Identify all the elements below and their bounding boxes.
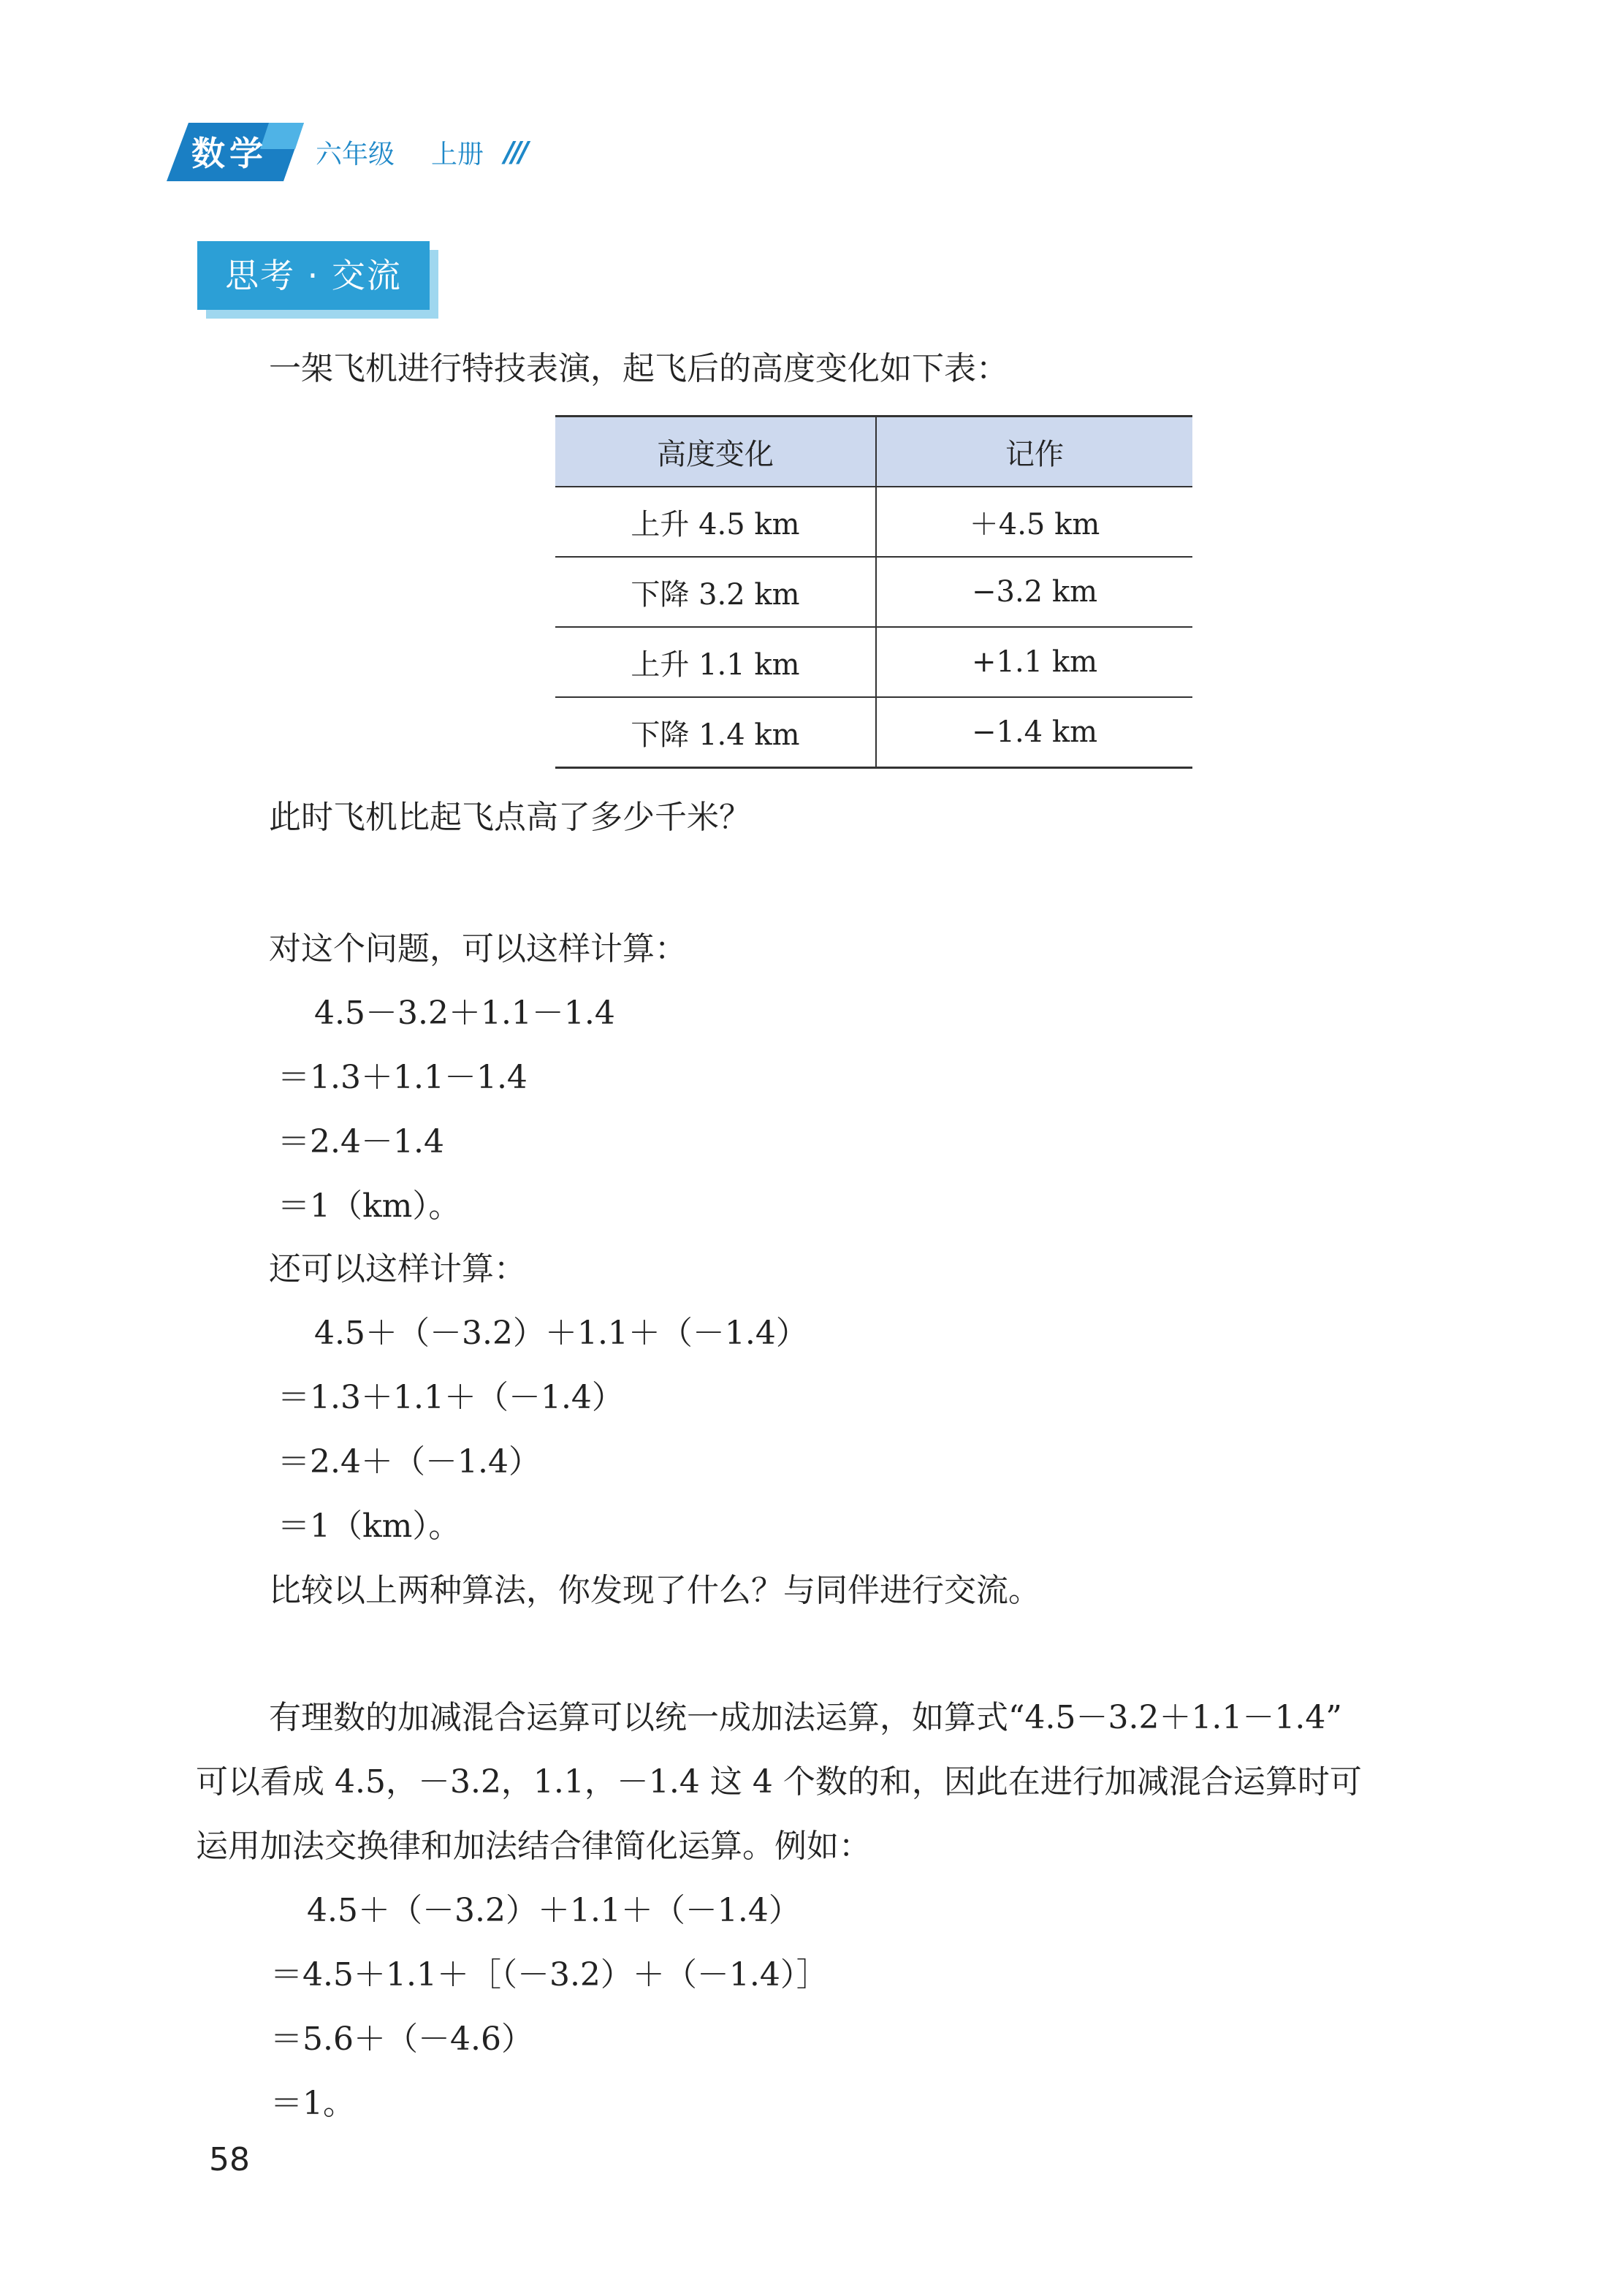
table-cell: −1.4 km [876,697,1192,768]
altitude-table [555,415,1192,769]
table-row [555,697,1192,768]
method1-step: ＝2.4－1.4 [278,1123,444,1160]
method1-step: 4.5－3.2＋1.1－1.4 [314,995,615,1032]
table-row [555,627,1192,697]
table-header-cell: 高度变化 [555,417,876,487]
table-cell: 下降 3.2 km [555,557,876,627]
question-text: 此时飞机比起飞点高了多少千米？ [269,799,751,836]
table-header-cell: 记作 [876,417,1192,487]
subject-title: 数学 [191,134,267,173]
method1-step: ＝1.3＋1.1－1.4 [278,1059,528,1096]
table-cell: 上升 4.5 km [555,487,876,557]
table-cell: 下降 1.4 km [555,697,876,768]
table-cell: 上升 1.1 km [555,627,876,697]
method2-step: ＝1（km）。 [278,1508,461,1545]
table-header-row [555,417,1192,487]
method1-intro: 对这个问题，可以这样计算： [269,930,687,968]
explanation-line: 运用加法交换律和加法结合律简化运算。例如： [196,1828,871,1865]
grade-label: 六年级 [316,140,395,170]
method2-intro: 还可以这样计算： [269,1250,526,1288]
table-row [555,487,1192,557]
intro-text: 一架飞机进行特技表演，起飞后的高度变化如下表： [269,350,1008,387]
table-cell: +1.1 km [876,627,1192,697]
method2-step: ＝1.3＋1.1＋（－1.4） [278,1379,624,1416]
volume-label: 上册 [431,140,484,170]
table-cell: ＋4.5 km [876,487,1192,557]
example-step: ＝1。 [270,2085,355,2122]
section-tag: 思考 · 交流 [197,241,430,310]
page-number: 58 [209,2141,250,2178]
compare-text: 比较以上两种算法，你发现了什么？与同伴进行交流。 [269,1572,1040,1609]
table-cell: −3.2 km [876,557,1192,627]
method2-step: ＝2.4＋（－1.4） [278,1443,541,1480]
method2-step: 4.5＋（－3.2）＋1.1＋（－1.4） [314,1315,808,1352]
example-step: 4.5＋（－3.2）＋1.1＋（－1.4） [307,1892,801,1929]
header-slashes: /// [504,136,526,168]
explanation-line: 有理数的加减混合运算可以统一成加法运算，如算式“4.5－3.2＋1.1－1.4” [269,1699,1342,1736]
explanation-line: 可以看成 4.5，－3.2，1.1，－1.4 这 4 个数的和，因此在进行加减混合运算时可 [196,1763,1362,1801]
method1-step: ＝1（km）。 [278,1187,461,1225]
example-step: ＝4.5＋1.1＋［（－3.2）＋（－1.4）］ [270,1956,829,1993]
table-row [555,557,1192,627]
example-step: ＝5.6＋（－4.6） [270,2021,533,2058]
